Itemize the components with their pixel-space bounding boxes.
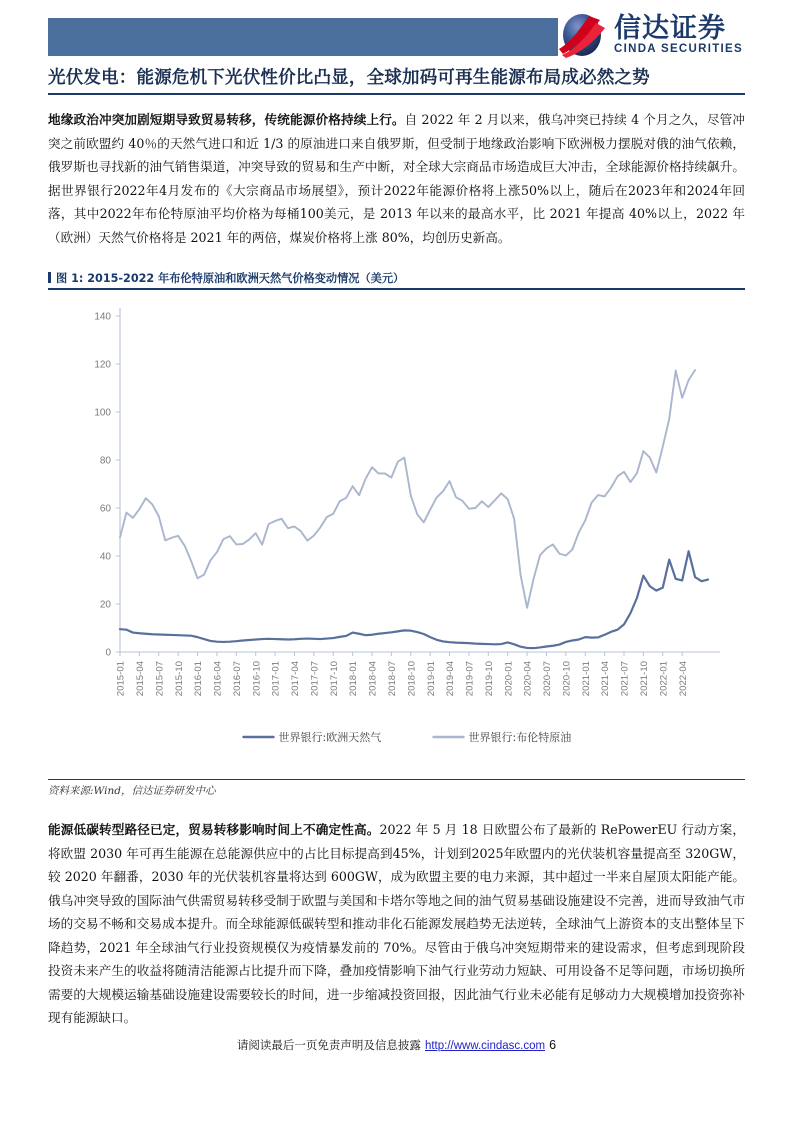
x-axis-tick-label: 2021-01 xyxy=(580,661,592,697)
x-axis-tick-label: 2017-01 xyxy=(270,661,282,697)
series-line xyxy=(120,370,695,608)
figure-caption xyxy=(48,270,745,286)
x-axis-tick-label: 2019-10 xyxy=(483,661,495,697)
x-axis-tick-label: 2017-04 xyxy=(290,661,302,697)
x-axis-tick-label: 2018-07 xyxy=(386,661,398,697)
page-footer xyxy=(0,1036,793,1054)
x-axis-tick-label: 2020-07 xyxy=(542,661,554,697)
logo-chinese-name: 信达证券 xyxy=(614,12,726,44)
figure-bottom-rule xyxy=(48,779,745,780)
caption-marker-icon xyxy=(48,272,51,283)
header-blue-band xyxy=(48,18,558,56)
x-axis-tick-label: 2016-04 xyxy=(212,661,224,697)
x-axis-tick-label: 2019-07 xyxy=(464,661,476,697)
page-header xyxy=(0,0,793,62)
y-axis-tick-label: 60 xyxy=(99,503,111,515)
y-axis-tick-label: 100 xyxy=(94,407,111,419)
x-axis-tick-label: 2017-10 xyxy=(328,661,340,697)
x-axis-tick-label: 2015-01 xyxy=(115,661,127,697)
x-axis-tick-label: 2016-01 xyxy=(193,661,205,697)
page-title: 光伏发电：能源危机下光伏性价比凸显，全球加码可再生能源布局成必然之势 xyxy=(48,68,650,88)
y-axis-tick-label: 140 xyxy=(94,311,111,323)
paragraph-2-body: 2022 年 5 月 18 日欧盟公布了最新的 RePowerEU 行动方案，将欧盟 2030 年可再生能源在总能源供应中的占比目标提高到45%，计划到2025年欧盟内的光伏装机容量提高至 320GW，较 2020 年翻番，2030 年的光伏装机容量将达到 600GW，成为欧盟主要的电力来源，其中超过一半来自屋顶太阳能产能。俄乌冲突导致的国际油气供需贸易转移受制于欧盟与美国和卡塔尔等地之间的油气贸易基础设施建设不完善，进而导致油气市场的交易不畅和交易成本提升。而全球能源低碳转型和推动非化石能源发展趋势无法逆转，全球油气上游资本的支出整体呈下降趋势，2021 年全球油气行业投资规模仅为疫情暴发前的 70%。尽管由于俄乌冲突短期带来的建设需求，但考虑到现阶段投资未来产生的收益将随清洁能源占比提升而下降，叠加疫情影响下油气行业劳动力短缺、可用设备不足等问题，市场切换所需要的大规模运输基础设施建设需要较长的时间，进一步缩减投资回报，因此油气行业未必能有足够动力大规模增加投资弥补现有能源缺口。 xyxy=(48,822,745,1025)
x-axis-tick-label: 2016-07 xyxy=(231,661,243,697)
y-axis-tick-label: 80 xyxy=(99,455,111,467)
x-axis-tick-label: 2021-10 xyxy=(638,661,650,697)
x-axis-tick-label: 2022-04 xyxy=(677,661,689,697)
x-axis-tick-label: 2020-10 xyxy=(561,661,573,697)
paragraph-energy-transition xyxy=(48,818,745,1030)
x-axis-tick-label: 2018-04 xyxy=(367,661,379,697)
footer-page-number: 6 xyxy=(549,1038,557,1052)
figure-top-rule xyxy=(48,288,745,290)
x-axis-tick-label: 2015-04 xyxy=(134,661,146,697)
y-axis-tick-label: 20 xyxy=(99,599,111,611)
logo-english-name: CINDA SECURITIES xyxy=(614,42,743,55)
x-axis-tick-label: 2020-01 xyxy=(503,661,515,697)
figure-source-note: 资料来源:Wind，信达证券研发中心 xyxy=(48,785,216,797)
x-axis-tick-label: 2020-04 xyxy=(522,661,534,697)
cinda-logo-icon xyxy=(556,11,608,59)
paragraph-2-lead: 能源低碳转型路径已定，贸易转移影响时间上不确定性高。 xyxy=(48,822,380,837)
chart-canvas xyxy=(48,294,745,774)
x-axis-tick-label: 2021-04 xyxy=(600,661,612,697)
x-axis-tick-label: 2016-10 xyxy=(251,661,263,697)
y-axis-tick-label: 120 xyxy=(94,359,111,371)
x-axis-tick-label: 2021-07 xyxy=(619,661,631,697)
paragraph-geopolitics xyxy=(48,108,745,249)
x-axis-tick-label: 2015-07 xyxy=(154,661,166,697)
x-axis-tick-label: 2022-01 xyxy=(658,661,670,697)
x-axis-tick-label: 2017-07 xyxy=(309,661,321,697)
paragraph-1-lead: 地缘政治冲突加剧短期导致贸易转移，传统能源价格持续上行。 xyxy=(48,112,405,127)
legend-label: 世界银行:欧洲天然气 xyxy=(278,731,382,745)
x-axis-tick-label: 2019-04 xyxy=(445,661,457,697)
price-trend-chart xyxy=(48,294,745,774)
x-axis-tick-label: 2018-10 xyxy=(406,661,418,697)
x-axis-tick-label: 2019-01 xyxy=(425,661,437,697)
figure-caption-text: 2015-2022 年布伦特原油和欧洲天然气价格变动情况（美元） xyxy=(87,272,405,285)
footer-website-link[interactable]: http://www.cindasc.com xyxy=(424,1040,546,1052)
x-axis-tick-label: 2015-10 xyxy=(173,661,185,697)
y-axis-tick-label: 0 xyxy=(105,647,111,659)
paragraph-1-body: 自 2022 年 2 月以来，俄乌冲突已持续 4 个月之久，尽管冲突之前欧盟约 40％的天然气进口和近 1/3 的原油进口来自俄罗斯，但受制于地缘政治影响下欧洲极力摆脱对俄的油气依赖，俄罗斯也寻找新的油气销售渠道，冲突导致的贸易和生产中断，对全球大宗商品市场造成巨大冲击，全球能源价格持续飙升。据世界银行2022年4月发布的《大宗商品市场展望》，预计2022年能源价格将上涨50%以上，随后在2023年和2024年回落，其中2022年布伦特原油平均价格为每桶100美元，是 2013 年以来的最高水平，比 2021 年提高 40%以上，2022 年（欧洲）天然气价格将是 2021 年的两倍，煤炭价格将上涨 80%，均创历史新高。 xyxy=(48,112,745,245)
title-divider xyxy=(48,93,745,95)
legend-label: 世界银行:布伦特原油 xyxy=(468,731,572,745)
company-logo xyxy=(556,10,788,60)
footer-disclaimer: 请阅读最后一页免责声明及信息披露 xyxy=(236,1038,421,1052)
y-axis-tick-label: 40 xyxy=(99,551,111,563)
figure-caption-label: 图 1: xyxy=(56,272,84,285)
logo-wordmark xyxy=(614,12,743,56)
x-axis-tick-label: 2018-01 xyxy=(348,661,360,697)
